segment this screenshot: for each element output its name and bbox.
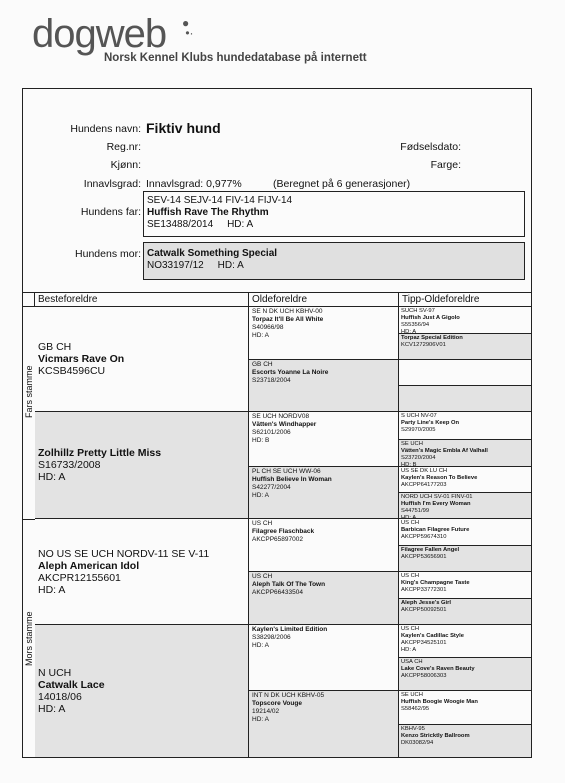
dog-name: Huffish Boogie Woogie Man	[401, 699, 478, 705]
sire-label: Hundens far:	[80, 206, 141, 218]
dog-reg: S23720/2004	[401, 455, 436, 461]
great-great-grandparent-cell[interactable]	[399, 360, 531, 386]
dog-titles: SUCH SV-97	[401, 308, 435, 314]
sire-box	[143, 191, 525, 237]
great-grandparent-cell[interactable]	[249, 307, 399, 360]
dam-label: Hundens mor:	[75, 248, 141, 260]
col-header-grandparents: Besteforeldre	[35, 293, 249, 307]
dog-name: Fiktiv hund	[146, 120, 221, 136]
dog-titles: GB CH	[252, 361, 273, 368]
logo-subtitle: Norsk Kennel Klubs hundedatabase på internett	[104, 52, 367, 64]
great-grandparent-cell[interactable]	[249, 625, 399, 691]
grandparent-cell[interactable]	[35, 519, 249, 625]
dog-hd: HD: A	[401, 515, 417, 519]
dog-name: Torpaz It'll Be All White	[252, 316, 324, 323]
dog-reg: 14018/06	[38, 691, 82, 703]
great-great-grandparent-cell[interactable]	[399, 493, 531, 519]
dog-titles: NO US SE UCH NORDV-11 SE V-11	[38, 547, 210, 560]
inbreeding-note: (Beregnet på 6 generasjoner)	[273, 178, 411, 190]
dog-reg: S38298/2006	[252, 634, 291, 641]
dog-name: Catwalk Lace	[38, 679, 105, 691]
color-label: Farge:	[430, 159, 461, 171]
dog-titles: N UCH	[38, 667, 72, 679]
dog-titles: SE N DK UCH KBHV-00	[252, 308, 323, 315]
dog-hd: HD: A	[38, 583, 66, 596]
sire-side-label: Fars stamme	[24, 365, 34, 418]
dob-label: Fødselsdato:	[400, 141, 461, 153]
logo-dots-icon: ● •·	[182, 16, 194, 40]
dog-name: Vätten's Windhapper	[252, 421, 317, 428]
pedigree-document	[22, 88, 532, 758]
dog-titles: US CH	[401, 520, 420, 526]
dog-reg: S42277/2004	[252, 484, 291, 491]
great-great-grandparent-cell[interactable]	[399, 546, 531, 572]
great-great-grandparent-cell[interactable]	[399, 467, 531, 493]
dog-name: Kaylen's Cadillac Style	[401, 633, 464, 639]
grandparent-cell[interactable]	[35, 307, 249, 412]
sire-hd: HD: A	[227, 219, 254, 230]
dog-name: King's Champagne Taste	[401, 580, 470, 586]
dog-name: Lake Cove's Raven Beauty	[401, 666, 475, 672]
corner-cell	[23, 293, 35, 307]
pedigree-grid	[23, 292, 531, 758]
dog-titles: SE UCH	[401, 441, 423, 447]
great-great-grandparent-cell[interactable]	[399, 440, 531, 467]
dog-reg: AKCPR12155601	[38, 571, 121, 584]
dog-reg: AKCPP58006303	[401, 673, 447, 679]
dog-name-label: Hundens navn:	[70, 123, 141, 135]
great-grandparent-cell[interactable]	[249, 519, 399, 572]
great-great-grandparent-cell[interactable]	[399, 658, 531, 691]
great-grandparent-cell[interactable]	[249, 572, 399, 625]
dog-reg: AKCPP64177203	[401, 482, 447, 488]
dog-titles: SE UCH NORDV08	[252, 413, 310, 420]
dog-reg: KCSB4596CU	[38, 365, 106, 377]
dog-name: Torpaz Special Edition	[401, 335, 463, 341]
dog-name: Aleph American Idol	[38, 559, 140, 572]
dog-titles: GB CH	[38, 341, 72, 353]
dog-reg: S62101/2006	[252, 429, 291, 436]
dog-titles: USA CH	[401, 659, 423, 665]
dog-titles: NORD UCH SV-01 FINV-01	[401, 494, 473, 500]
great-great-grandparent-cell[interactable]	[399, 725, 531, 758]
dog-hd: HD: A	[252, 716, 269, 723]
dog-reg: AKCPP50092501	[401, 607, 447, 613]
col-header-great-great-grandparents: Tipp-Oldeforeldre	[399, 293, 531, 307]
dog-name: Filagree Flaschback	[252, 528, 315, 535]
dog-reg: AKCPP33772301	[401, 587, 447, 593]
dog-titles: US CH	[401, 626, 420, 632]
dog-name: Aleph Jesse's Girl	[401, 600, 452, 606]
great-great-grandparent-cell[interactable]	[399, 625, 531, 658]
dog-reg: S29970/2005	[401, 427, 436, 433]
dog-titles: PL CH SE UCH WW-06	[252, 468, 321, 475]
dog-name: Topscore Vouge	[252, 700, 302, 707]
grandparent-cell[interactable]	[35, 412, 249, 519]
great-grandparent-cell[interactable]	[249, 412, 399, 467]
dog-name: Barbican Filagree Future	[401, 527, 470, 533]
dog-hd: HD: A	[252, 492, 269, 499]
dog-name: Party Line's Keep On	[401, 420, 460, 426]
dog-name: Huffish Just A Gigolo	[401, 315, 460, 321]
dog-hd: HD: A	[38, 471, 66, 483]
dog-name: Aleph Talk Of The Town	[252, 581, 326, 588]
dog-name: Huffish I'm Every Woman	[401, 501, 471, 507]
dog-reg: AKCPP34525101	[401, 640, 447, 646]
inbreeding-label: Innavlsgrad:	[83, 178, 141, 190]
dog-reg: S55356/94	[401, 322, 430, 328]
grandparent-cell[interactable]	[35, 625, 249, 758]
dog-titles: US CH	[252, 573, 273, 580]
dog-titles: US CH	[401, 573, 420, 579]
great-great-grandparent-cell[interactable]	[399, 572, 531, 599]
dam-reg: NO33197/12	[147, 260, 204, 271]
dog-reg: S40966/98	[252, 324, 284, 331]
sire-name: Huffish Rave The Rhythm	[147, 207, 269, 218]
dog-titles: SE UCH	[401, 692, 423, 698]
dog-titles: US CH	[252, 520, 273, 527]
great-grandparent-cell[interactable]	[249, 691, 399, 758]
dog-reg: AKCPP65897002	[252, 536, 303, 543]
dam-hd: HD: A	[217, 260, 244, 271]
dog-reg: AKCPP53656901	[401, 554, 447, 560]
dog-reg: S58462/95	[401, 706, 430, 712]
dog-reg: S44751/99	[401, 508, 430, 514]
sire-titles: SEV-14 SEJV-14 FIV-14 FIJV-14	[147, 195, 293, 206]
dog-name: Huffish Believe In Woman	[252, 476, 332, 483]
dogweb-logo	[32, 12, 367, 64]
dog-hd: HD: A	[252, 332, 269, 339]
dog-hd: HD: A	[401, 329, 417, 334]
dog-name: Kaylen's Reason To Believe	[401, 475, 478, 481]
great-great-grandparent-cell[interactable]	[399, 307, 531, 334]
great-great-grandparent-cell[interactable]	[399, 386, 531, 412]
reg-label: Reg.nr:	[106, 141, 141, 153]
logo-wordmark: dogweb	[32, 12, 167, 56]
sire-reg: SE13488/2014	[147, 219, 214, 230]
sex-label: Kjønn:	[110, 159, 141, 171]
great-great-grandparent-cell[interactable]	[399, 412, 531, 440]
dog-reg: KCV1272906V01	[401, 342, 446, 348]
dog-hd: HD: A	[38, 703, 66, 715]
dog-name: Filagree Fallen Angel	[401, 547, 460, 553]
dog-reg: 19214/02	[252, 708, 280, 715]
dog-titles: INT N DK UCH KBHV-05	[252, 692, 325, 699]
dog-reg: AKCPP59674310	[401, 534, 447, 540]
dog-name: Zolhillz Pretty Little Miss	[38, 447, 162, 459]
great-great-grandparent-cell[interactable]	[399, 691, 531, 725]
dog-reg: S16733/2008	[38, 459, 101, 471]
dog-hd: HD: A	[401, 647, 417, 653]
dog-reg: S23718/2004	[252, 377, 291, 384]
dog-titles: S UCH NV-07	[401, 413, 437, 419]
dog-name: Vicmars Rave On	[38, 353, 125, 365]
inbreeding-value: Innavlsgrad: 0,977%	[146, 178, 242, 190]
dog-name: Kenzo Stricktly Ballroom	[401, 733, 470, 739]
dog-name: Vätten's Magic Embla Af Valhall	[401, 448, 488, 454]
dog-hd: HD: B	[252, 437, 270, 444]
dam-name: Catwalk Something Special	[147, 248, 278, 259]
dog-name: Escorts Yoanne La Noire	[252, 369, 329, 376]
dog-name: Kaylen's Limited Edition	[252, 626, 328, 633]
dog-hd: HD: B	[401, 462, 417, 467]
dog-hd: HD: A	[252, 642, 269, 649]
great-grandparent-cell[interactable]	[249, 360, 399, 412]
dam-side-label: Mors stamme	[24, 611, 34, 666]
great-great-grandparent-cell[interactable]	[399, 599, 531, 625]
great-great-grandparent-cell[interactable]	[399, 334, 531, 360]
dog-reg: DK03082/94	[401, 740, 434, 746]
dog-titles: US SE DK LU CH	[401, 468, 448, 474]
dog-titles: KBHV-95	[401, 726, 425, 732]
great-great-grandparent-cell[interactable]	[399, 519, 531, 546]
great-grandparent-cell[interactable]	[249, 467, 399, 519]
dog-reg: AKCPP66433504	[252, 589, 303, 596]
dam-box	[143, 242, 525, 280]
col-header-great-grandparents: Oldeforeldre	[249, 293, 399, 307]
